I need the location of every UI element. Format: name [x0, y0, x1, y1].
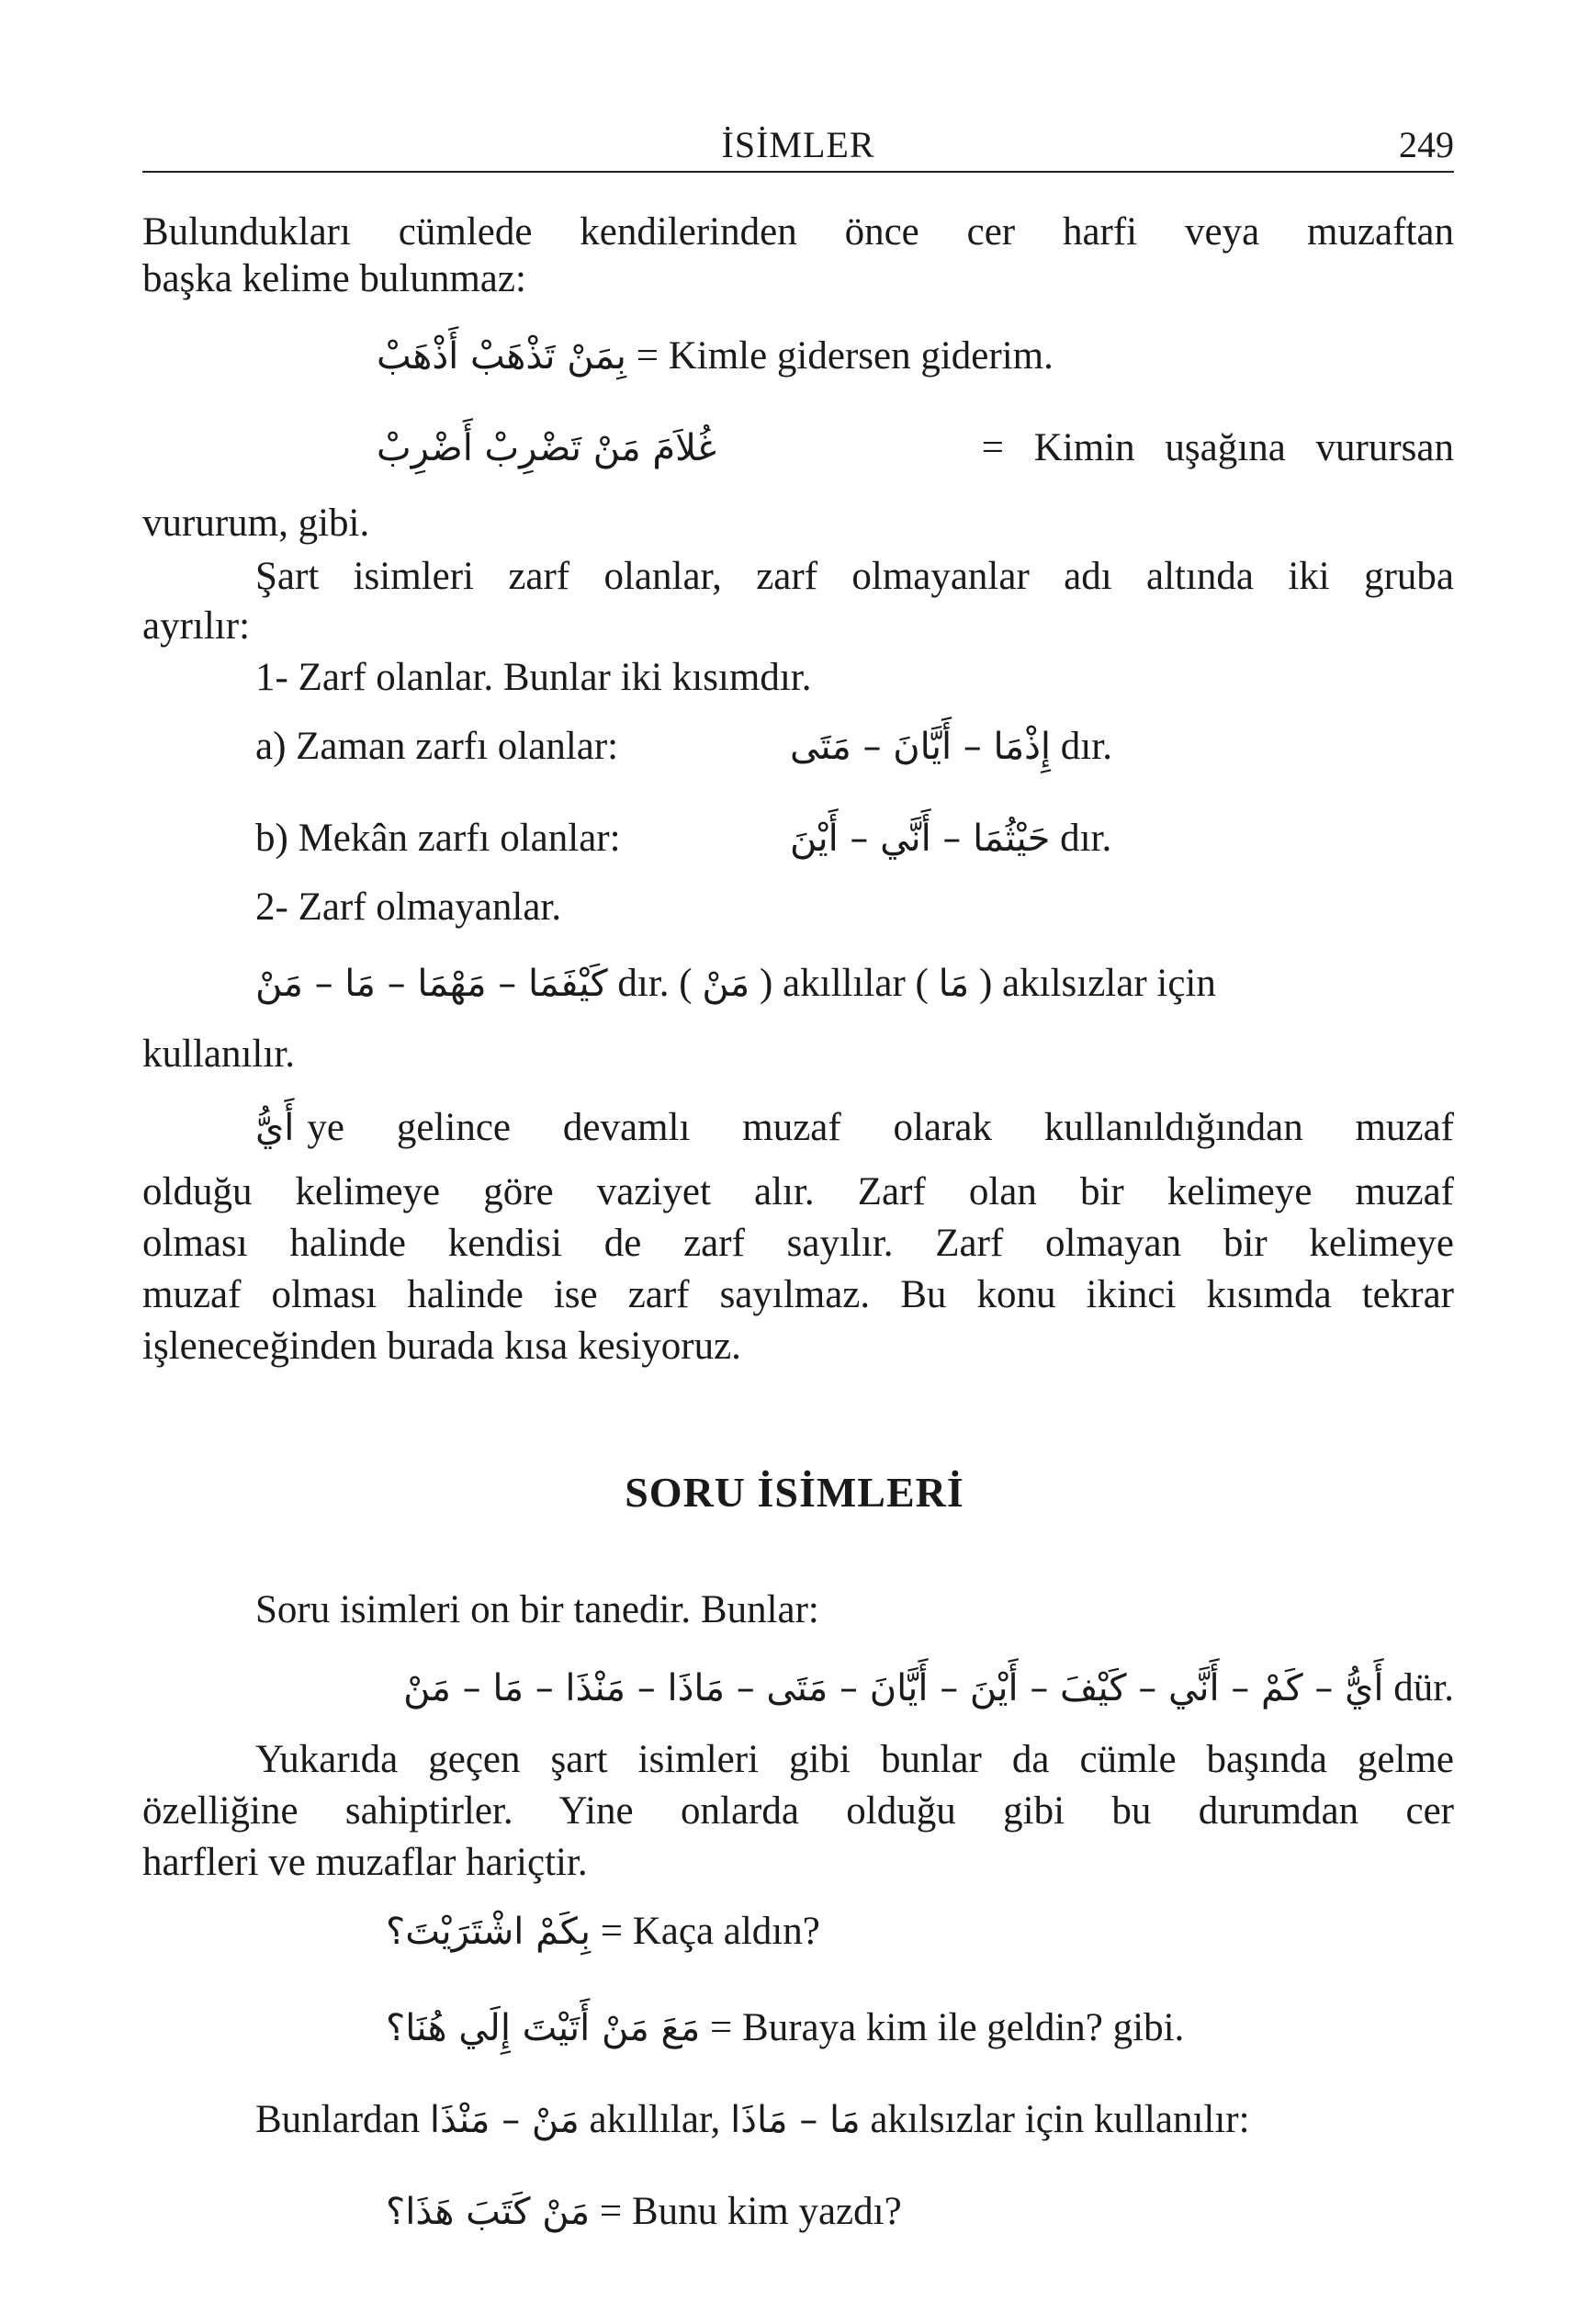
- suffix: dür.: [1393, 1666, 1454, 1709]
- text-line: Bulundukları cümlede kendilerinden önce cer harfi veya muzaftan: [142, 210, 1454, 254]
- translation: = Kimin uşağına vurursan: [981, 426, 1454, 469]
- arabic-text: مَنْ كَتَبَ هَذَا؟: [386, 2191, 591, 2233]
- text-line: vururum, gibi.: [142, 502, 370, 545]
- page-number: 249: [1399, 124, 1454, 165]
- arabic-text: بِمَنْ تَذْهَبْ أَذْهَبْ: [377, 335, 626, 378]
- text-fragment: akılsızlar için kullanılır:: [870, 2098, 1250, 2141]
- example-line: [386, 2002, 1350, 2054]
- text-line: 1- Zarf olanlar. Bunlar iki kısımdır.: [255, 656, 812, 699]
- text-line: muzaf olması halinde ise zarf sayılmaz. Bu konu ikinci kısımda tekrar: [142, 1273, 1454, 1316]
- text-fragment: dır. (: [617, 962, 693, 1005]
- arabic-text: مَا: [938, 963, 970, 1005]
- arabic-text: إِذْمَا – أَيَّانَ – مَتَى: [790, 726, 1052, 768]
- text-line: [193, 1663, 1454, 1714]
- text-line: [255, 2094, 1454, 2146]
- example-line: [386, 1906, 1029, 1957]
- text-line: 2- Zarf olmayanlar.: [255, 886, 562, 929]
- arabic-text: حَيْثُمَا – أَنَّي – أَيْنَ: [790, 818, 1051, 860]
- list-item-a-arabic: [790, 721, 1304, 773]
- text-fragment: Bunlardan: [255, 2098, 421, 2141]
- text-line: [255, 958, 1454, 1010]
- text-line: olduğu kelimeye göre vaziyet alır. Zarf olan bir kelimeye muzaf: [142, 1170, 1454, 1213]
- text-fragment: ye gelince devamlı muzaf olarak kullanıldığından muzaf: [307, 1106, 1454, 1149]
- arabic-text: غُلاَمَ مَنْ تَضْرِبْ أَضْرِبْ: [377, 427, 716, 469]
- text-line: kullanılır.: [142, 1032, 296, 1076]
- text-line: Yukarıda geçen şart isimleri gibi bunlar da cümle başında gelme: [255, 1738, 1454, 1781]
- text-fragment: ) akıllılar (: [759, 962, 929, 1005]
- text-line: işleneceğinden burada kısa kesiyoruz.: [142, 1325, 741, 1368]
- arabic-text: مَنْ: [702, 963, 750, 1005]
- suffix: dır.: [1060, 725, 1112, 768]
- text-fragment: ) akılsızlar için: [978, 962, 1216, 1005]
- translation: = Bunu kim yazdı?: [599, 2190, 902, 2233]
- text-line: Şart isimleri zarf olanlar, zarf olmayanlar adı altında iki gruba: [255, 555, 1454, 598]
- text-line: ayrılır:: [142, 604, 251, 648]
- running-head: İSİMLER: [721, 124, 875, 165]
- arabic-text: كَيْفَمَا – مَهْمَا – مَا – مَنْ: [255, 963, 608, 1005]
- arabic-text: أَيُّ – كَمْ – أَنَّي – كَيْفَ – أَيْنَ – أَيَّانَ – مَتَى – مَاذَا – مَنْذَا – مَا – مَنْ: [403, 1667, 1384, 1709]
- arabic-text: مَعَ مَنْ أَتَيْتَ إِلَي هُنَا؟: [386, 2007, 701, 2049]
- example-line: [386, 2186, 1029, 2238]
- suffix: dır.: [1060, 817, 1112, 860]
- translation: = Buraya kim ile geldin? gibi.: [710, 2006, 1185, 2049]
- section-heading: SORU İSİMLERİ: [625, 1469, 964, 1516]
- example-line: [377, 423, 1454, 474]
- list-item-b-arabic: [790, 813, 1304, 864]
- item-label: b) Mekân zarfı olanlar:: [255, 817, 621, 860]
- arabic-text: مَا – مَاذَا: [730, 2099, 861, 2141]
- arabic-text: بِكَمْ اشْتَرَيْتَ؟: [386, 1911, 591, 1953]
- item-label: a) Zaman zarfı olanlar:: [255, 725, 619, 768]
- page-header: [142, 116, 1454, 173]
- text-line: başka kelime bulunmaz:: [142, 257, 526, 300]
- arabic-text: أَيُّ: [255, 1107, 295, 1149]
- text-fragment: akıllılar,: [589, 2098, 721, 2141]
- translation: = Kaça aldın?: [600, 1910, 820, 1953]
- text-line: özelliğine sahiptirler. Yine onlarda olduğu gibi bu durumdan cer: [142, 1789, 1454, 1833]
- text-line: harfleri ve muzaflar hariçtir.: [142, 1841, 588, 1884]
- translation: = Kimle gidersen giderim.: [636, 334, 1054, 378]
- arabic-text: مَنْ – مَنْذَا: [429, 2099, 580, 2141]
- example-line: [377, 331, 1203, 382]
- text-line: Soru isimleri on bir tanedir. Bunlar:: [255, 1588, 819, 1631]
- text-line: [255, 1102, 1454, 1154]
- text-line: olması halinde kendisi de zarf sayılır. Zarf olmayan bir kelimeye: [142, 1222, 1454, 1265]
